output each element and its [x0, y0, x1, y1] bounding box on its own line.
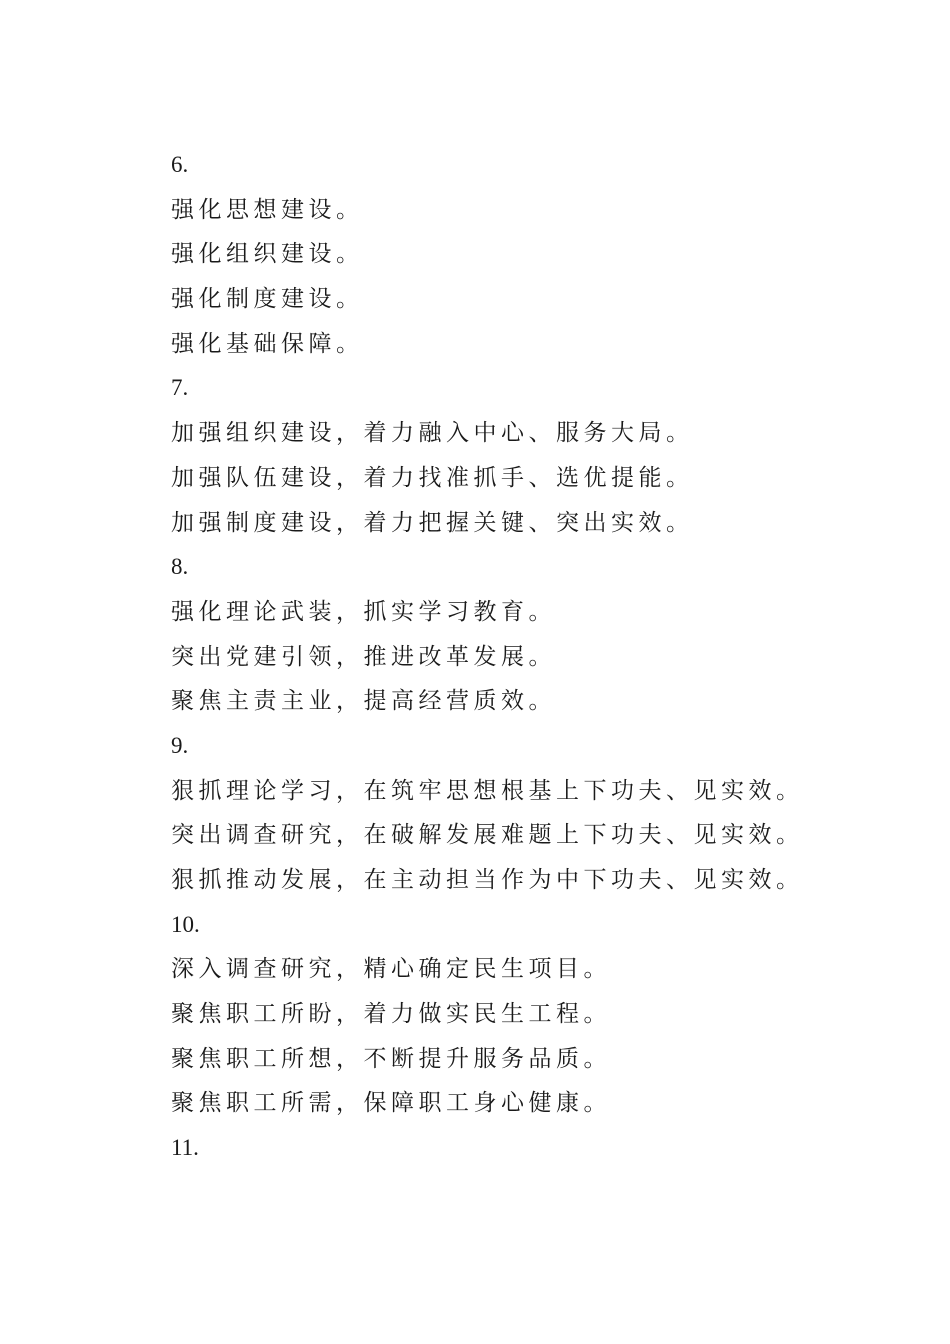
- list-item: 加强队伍建设，着力找准抓手、选优提能。: [171, 464, 694, 491]
- section-number: 6.: [171, 152, 189, 177]
- list-item: 加强制度建设，着力把握关键、突出实效。: [171, 509, 694, 536]
- list-item: 深入调查研究，精心确定民生项目。: [171, 956, 611, 983]
- list-item: 聚焦主责主业，提高经营质效。: [171, 688, 556, 715]
- list-item: 聚焦职工所盼，着力做实民生工程。: [171, 1001, 611, 1028]
- list-item: 突出党建引领，推进改革发展。: [171, 643, 556, 670]
- section-number: 10.: [171, 911, 200, 937]
- list-item: 强化组织建设。: [171, 241, 364, 268]
- list-item: 聚焦职工所需，保障职工身心健康。: [171, 1090, 611, 1117]
- section-number: 9.: [171, 732, 189, 758]
- section-number: 11.: [171, 1135, 199, 1161]
- list-item: 聚焦职工所想，不断提升服务品质。: [171, 1045, 611, 1072]
- list-item: 强化理论武装，抓实学习教育。: [171, 598, 556, 625]
- section-number: 7.: [171, 375, 189, 401]
- list-item: 强化思想建设。: [171, 196, 364, 223]
- document-body: [171, 143, 891, 1171]
- list-item: 突出调查研究，在破解发展难题上下功夫、见实效。: [171, 822, 804, 849]
- list-item: 狠抓推动发展，在主动担当作为中下功夫、见实效。: [171, 867, 804, 893]
- section-number: 8.: [171, 554, 189, 580]
- list-item: 强化基础保障。: [171, 330, 364, 357]
- list-item: 强化制度建设。: [171, 286, 364, 313]
- list-item: 狠抓理论学习，在筑牢思想根基上下功夫、见实效。: [171, 777, 804, 804]
- list-item: 加强组织建设，着力融入中心、服务大局。: [171, 420, 694, 447]
